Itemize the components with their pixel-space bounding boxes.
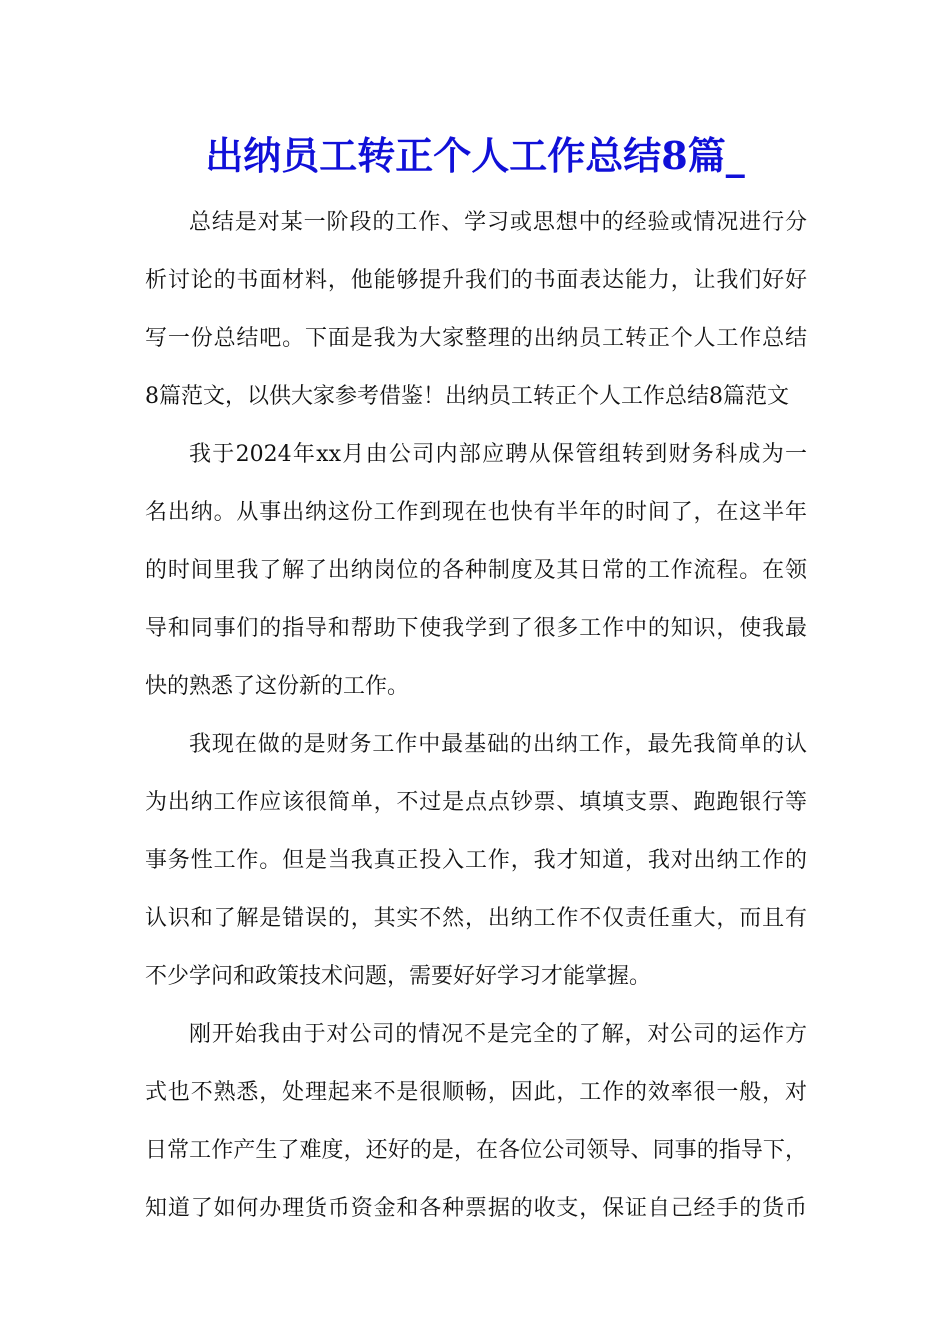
paragraph-understanding [145, 716, 807, 1006]
text-line: 8篇范文，以供大家参考借鉴！出纳员工转正个人工作总结8篇范文 [145, 384, 789, 409]
text-line: 我现在做的是财务工作中最基础的出纳工作，最先我简单的认 [189, 732, 807, 757]
document-body [145, 194, 807, 1238]
text-line: 导和同事们的指导和帮助下使我学到了很多工作中的知识，使我最 [145, 616, 807, 641]
text-line: 快的熟悉了这份新的工作。 [145, 674, 410, 699]
text-line: 我于2024年xx月由公司内部应聘从保管组转到财务科成为一 [189, 442, 807, 467]
text-line: 名出纳。从事出纳这份工作到现在也快有半年的时间了，在这半年 [145, 500, 807, 525]
text-line: 刚开始我由于对公司的情况不是完全的了解，对公司的运作方 [189, 1022, 807, 1047]
text-line: 的时间里我了解了出纳岗位的各种制度及其日常的工作流程。在领 [145, 558, 807, 583]
paragraph-background [145, 426, 807, 716]
text-line: 知道了如何办理货币资金和各种票据的收支，保证自己经手的货币 [145, 1196, 807, 1221]
text-line: 式也不熟悉，处理起来不是很顺畅，因此，工作的效率很一般，对 [145, 1080, 807, 1105]
document-title: 出纳员工转正个人工作总结8篇_ [205, 133, 745, 178]
paragraph-beginning [145, 1006, 807, 1238]
text-line: 析讨论的书面材料，他能够提升我们的书面表达能力，让我们好好 [145, 268, 807, 293]
text-line: 日常工作产生了难度，还好的是，在各位公司领导、同事的指导下， [145, 1138, 807, 1163]
text-line: 写一份总结吧。下面是我为大家整理的出纳员工转正个人工作总结 [145, 326, 807, 351]
text-line: 事务性工作。但是当我真正投入工作，我才知道，我对出纳工作的 [145, 848, 807, 873]
text-line: 认识和了解是错误的，其实不然，出纳工作不仅责任重大，而且有 [145, 906, 807, 931]
paragraph-intro [145, 194, 807, 426]
text-line: 总结是对某一阶段的工作、学习或思想中的经验或情况进行分 [189, 210, 807, 235]
text-line: 不少学问和政策技术问题，需要好好学习才能掌握。 [145, 964, 652, 989]
text-line: 为出纳工作应该很简单，不过是点点钞票、填填支票、跑跑银行等 [145, 790, 807, 815]
